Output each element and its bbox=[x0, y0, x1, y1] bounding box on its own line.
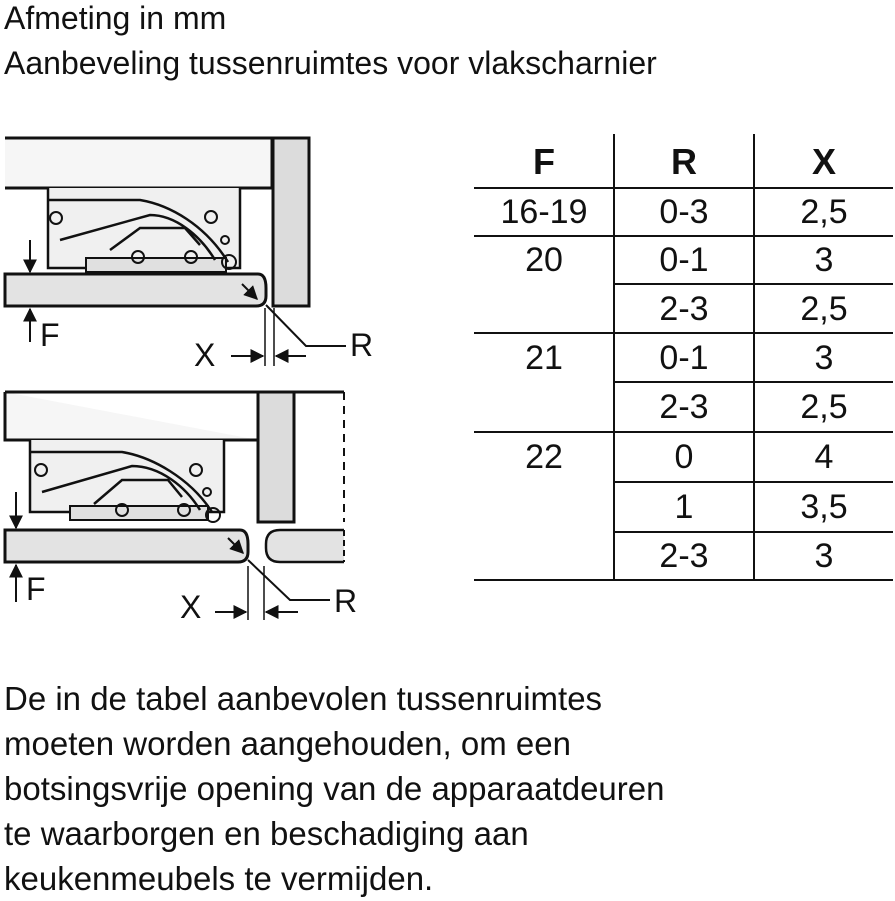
description-line: keukenmeubels te vermijden. bbox=[4, 860, 434, 897]
table-cell-r: 2-3 bbox=[659, 388, 709, 426]
table-cell-f: 16-19 bbox=[500, 193, 588, 231]
description-line: te waarborgen en beschadiging aan bbox=[4, 815, 529, 852]
table-cell-f: 21 bbox=[525, 339, 563, 377]
bottom-r-label: R bbox=[334, 583, 358, 619]
table-cell-x: 2,5 bbox=[800, 290, 848, 328]
table-cell-x: 3,5 bbox=[800, 488, 848, 526]
cabinet-door bbox=[266, 530, 344, 562]
col-header-f: F bbox=[533, 141, 555, 182]
table-cell-r: 2-3 bbox=[659, 290, 709, 328]
description-paragraph bbox=[4, 676, 892, 901]
hinge-gap-diagram bbox=[0, 120, 400, 620]
col-header-r: R bbox=[671, 141, 697, 182]
description-line: botsingsvrije opening van de apparaatdeuren bbox=[4, 770, 665, 807]
table-cell-x: 3 bbox=[814, 537, 834, 575]
table-cell-r: 0-1 bbox=[659, 241, 709, 279]
appliance-body bbox=[5, 138, 272, 188]
header-unit-note: Afmeting in mm bbox=[4, 0, 227, 36]
table-cell-x: 4 bbox=[814, 438, 834, 476]
top-f-label: F bbox=[40, 317, 60, 353]
table-cell-f: 20 bbox=[525, 241, 563, 279]
table-cell-r: 0-1 bbox=[659, 339, 709, 377]
bottom-f-label: F bbox=[26, 571, 46, 607]
top-r-label: R bbox=[350, 327, 374, 363]
appliance-door bbox=[5, 274, 266, 306]
table-cell-x: 2,5 bbox=[800, 388, 848, 426]
table-cell-r: 2-3 bbox=[659, 537, 709, 575]
table-cell-r: 0-3 bbox=[659, 193, 709, 231]
table-cell-x: 2,5 bbox=[800, 193, 848, 231]
col-header-x: X bbox=[811, 141, 836, 182]
cabinet-side bbox=[273, 138, 309, 306]
description-line: De in de tabel aanbevolen tussenruimtes bbox=[4, 680, 603, 717]
cabinet-side bbox=[258, 392, 294, 522]
header-title: Aanbeveling tussenruimtes voor vlakscharnier bbox=[4, 45, 657, 81]
appliance-door bbox=[5, 530, 248, 562]
description-line: moeten worden aangehouden, om een bbox=[4, 725, 571, 762]
table-cell-f: 22 bbox=[525, 438, 563, 476]
table-cell-x: 3 bbox=[814, 339, 834, 377]
hinge-base bbox=[70, 506, 208, 520]
table-cell-r: 1 bbox=[674, 488, 694, 526]
table-cell-x: 3 bbox=[814, 241, 834, 279]
bottom-x-label: X bbox=[180, 589, 202, 620]
table-cell-r: 0 bbox=[674, 438, 694, 476]
bottom-hinge-diagram bbox=[5, 392, 344, 620]
hinge-base bbox=[86, 258, 226, 272]
top-x-label: X bbox=[194, 337, 216, 373]
